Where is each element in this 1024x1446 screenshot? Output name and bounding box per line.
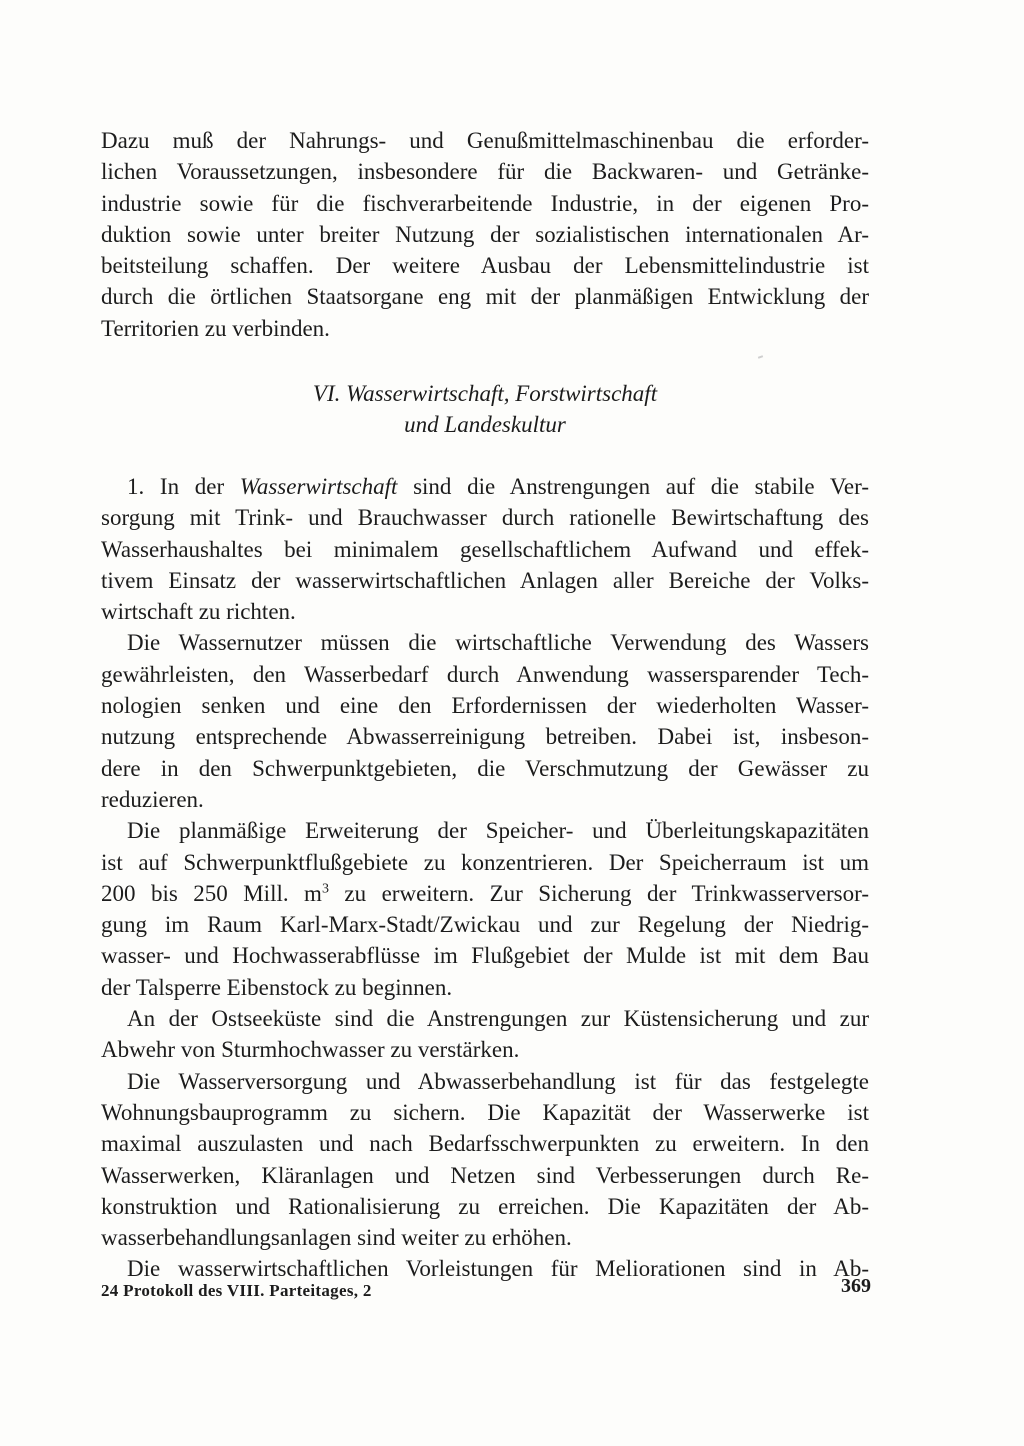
section-heading (101, 378, 869, 440)
text-line: tivem Einsatz der wasserwirtschaftlichen Anlagen aller Bereiche der Volks- (101, 567, 869, 593)
emphasis-term: Wasserwirtschaft (239, 474, 398, 499)
text-line: Die planmäßige Erweiterung der Speicher- und Überleitungskapazitäten (127, 818, 869, 844)
text-line: industrie sowie für die fischverarbeitende Industrie, in der eigenen Pro- (101, 190, 869, 216)
print-speck (758, 355, 763, 359)
text-line: wirtschaft zu richten. (101, 599, 296, 625)
text-line: maximal auszulasten und nach Bedarfsschwerpunkten zu erweitern. In den (101, 1131, 869, 1157)
text-fragment: zu erweitern. Zur Sicherung der Trinkwasserversor- (328, 880, 869, 906)
text-line: duktion sowie unter breiter Nutzung der sozialistischen internationalen Ar- (101, 221, 869, 247)
text-line: Wasserwerken, Kläranlagen und Netzen sind Verbesserungen durch Re- (101, 1162, 869, 1188)
text-line (101, 878, 869, 909)
text-line: Die wasserwirtschaftlichen Vorleistungen für Meliorationen sind in Ab- (127, 1256, 869, 1282)
text-line: durch die örtlichen Staatsorgane eng mit der planmäßigen Entwicklung der (101, 284, 869, 310)
text-line: Abwehr von Sturmhochwasser zu verstärken. (101, 1037, 520, 1063)
text-line: nutzung entsprechende Abwasserreinigung betreiben. Dabei ist, insbeson- (101, 724, 869, 750)
text-line: der Talsperre Eibenstock zu beginnen. (101, 974, 453, 1000)
text-line: nologien senken und eine den Erfordernissen der wiederholten Wasser- (101, 693, 869, 719)
text-line: dere in den Schwerpunktgebieten, die Verschmutzung der Gewässer zu (101, 755, 869, 781)
text-line: konstruktion und Rationalisierung zu erreichen. Die Kapazitäten der Ab- (101, 1193, 869, 1219)
text-line: sorgung mit Trink- und Brauchwasser durch rationelle Bewirtschaftung des (101, 505, 869, 531)
text-line: Wasserhaushaltes bei minimalem gesellschaftlichem Aufwand und effek- (101, 536, 869, 562)
text-line: Dazu muß der Nahrungs- und Genußmittelmaschinenbau die erforder- (101, 128, 869, 153)
text-line: Die Wasserversorgung und Abwasserbehandlung ist für das festgelegte (127, 1068, 869, 1094)
text-line: beitsteilung schaffen. Der weitere Ausbau der Lebensmittelindustrie ist (101, 253, 869, 279)
text-line: reduzieren. (101, 786, 204, 812)
footer-signature: 24 Protokoll des VIII. Parteitages, 2 (101, 1281, 372, 1300)
item-number: 1. In der (127, 474, 240, 499)
text-line: An der Ostseeküste sind die Anstrengungen zur Küstensicherung und zur (127, 1006, 869, 1032)
text-line: lichen Voraussetzungen, insbesondere für die Backwaren- und Getränke- (101, 159, 869, 185)
text-fragment: 200 bis 250 Mill. m (101, 880, 322, 906)
paragraph-top (101, 125, 869, 344)
text-line: gewährleisten, den Wasserbedarf durch Anwendung wassersparender Tech- (101, 661, 869, 687)
text-line: wasserbehandlungsanlagen sind weiter zu erhöhen. (101, 1225, 572, 1251)
text-line: ist auf Schwerpunktflußgebiete zu konzentrieren. Der Speicherraum ist um (101, 849, 869, 875)
page-number: 369 (841, 1275, 871, 1297)
section-body (101, 471, 869, 1285)
superscript: 3 (321, 881, 329, 897)
text-line: gung im Raum Karl-Marx-Stadt/Zwickau und zur Regelung der Niedrig- (101, 912, 869, 938)
text-line: Territorien zu verbinden. (101, 315, 330, 341)
section-heading-line: und Landeskultur (404, 412, 566, 437)
text-line: wasser- und Hochwasserabflüsse im Flußgebiet der Mulde ist mit dem Bau (101, 943, 869, 969)
text-line (101, 471, 869, 502)
text-fragment: sind die Anstrengungen auf die stabile Ver- (397, 474, 869, 499)
text-line: Die Wassernutzer müssen die wirtschaftliche Verwendung des Wassers (127, 630, 869, 656)
text-line: Wohnungsbauprogramm zu sichern. Die Kapazität der Wasserwerke ist (101, 1099, 869, 1125)
section-heading-line: VI. Wasserwirtschaft, Forstwirtschaft (312, 381, 658, 406)
